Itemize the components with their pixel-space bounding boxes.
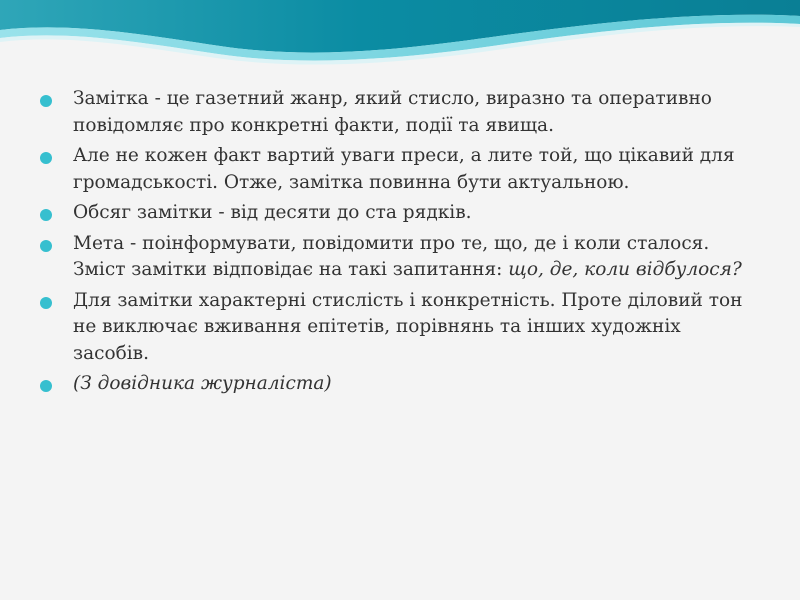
bullet-item-style: [40, 288, 760, 368]
bullet-item-definition: [40, 86, 760, 139]
bullet-text: Для замітки характерні стислість і конкретність. Проте діловий тон не виключає вживання епітетів, порівнянь та інших художніх засобів.: [73, 289, 743, 364]
bullet-dot-icon: [40, 297, 52, 309]
bullet-dot-icon: [40, 240, 52, 252]
bullet-text: Обсяг замітки - від десяти до ста рядків.: [73, 202, 472, 223]
bullet-dot-icon: [40, 209, 52, 221]
bullet-text: Мета - поінформувати, повідомити про те, що, де і коли сталося. Зміст замітки відповідає на такі запитання:: [73, 232, 710, 280]
bullet-item-relevance: [40, 143, 760, 196]
bullet-item-source: [40, 371, 760, 398]
bullet-text: Замітка - це газетний жанр, який стисло, виразно та оперативно повідомляє про конкретні факти, події та явища.: [73, 88, 712, 136]
bullet-text: Але не кожен факт вартий уваги преси, а лите той, що цікавий для громадськості. Отже, замітка повинна бути актуальною.: [73, 145, 735, 193]
source-citation: (З довідника журналіста): [73, 373, 332, 394]
bullet-item-goal: [40, 231, 760, 284]
bullet-list: [40, 86, 760, 398]
bullet-dot-icon: [40, 380, 52, 392]
header-wave-decoration: [0, 0, 800, 70]
bullet-dot-icon: [40, 152, 52, 164]
slide-content: [40, 86, 760, 402]
bullet-item-length: [40, 200, 760, 227]
bullet-text-italic: що, де, коли відбулося?: [508, 259, 742, 280]
bullet-dot-icon: [40, 95, 52, 107]
